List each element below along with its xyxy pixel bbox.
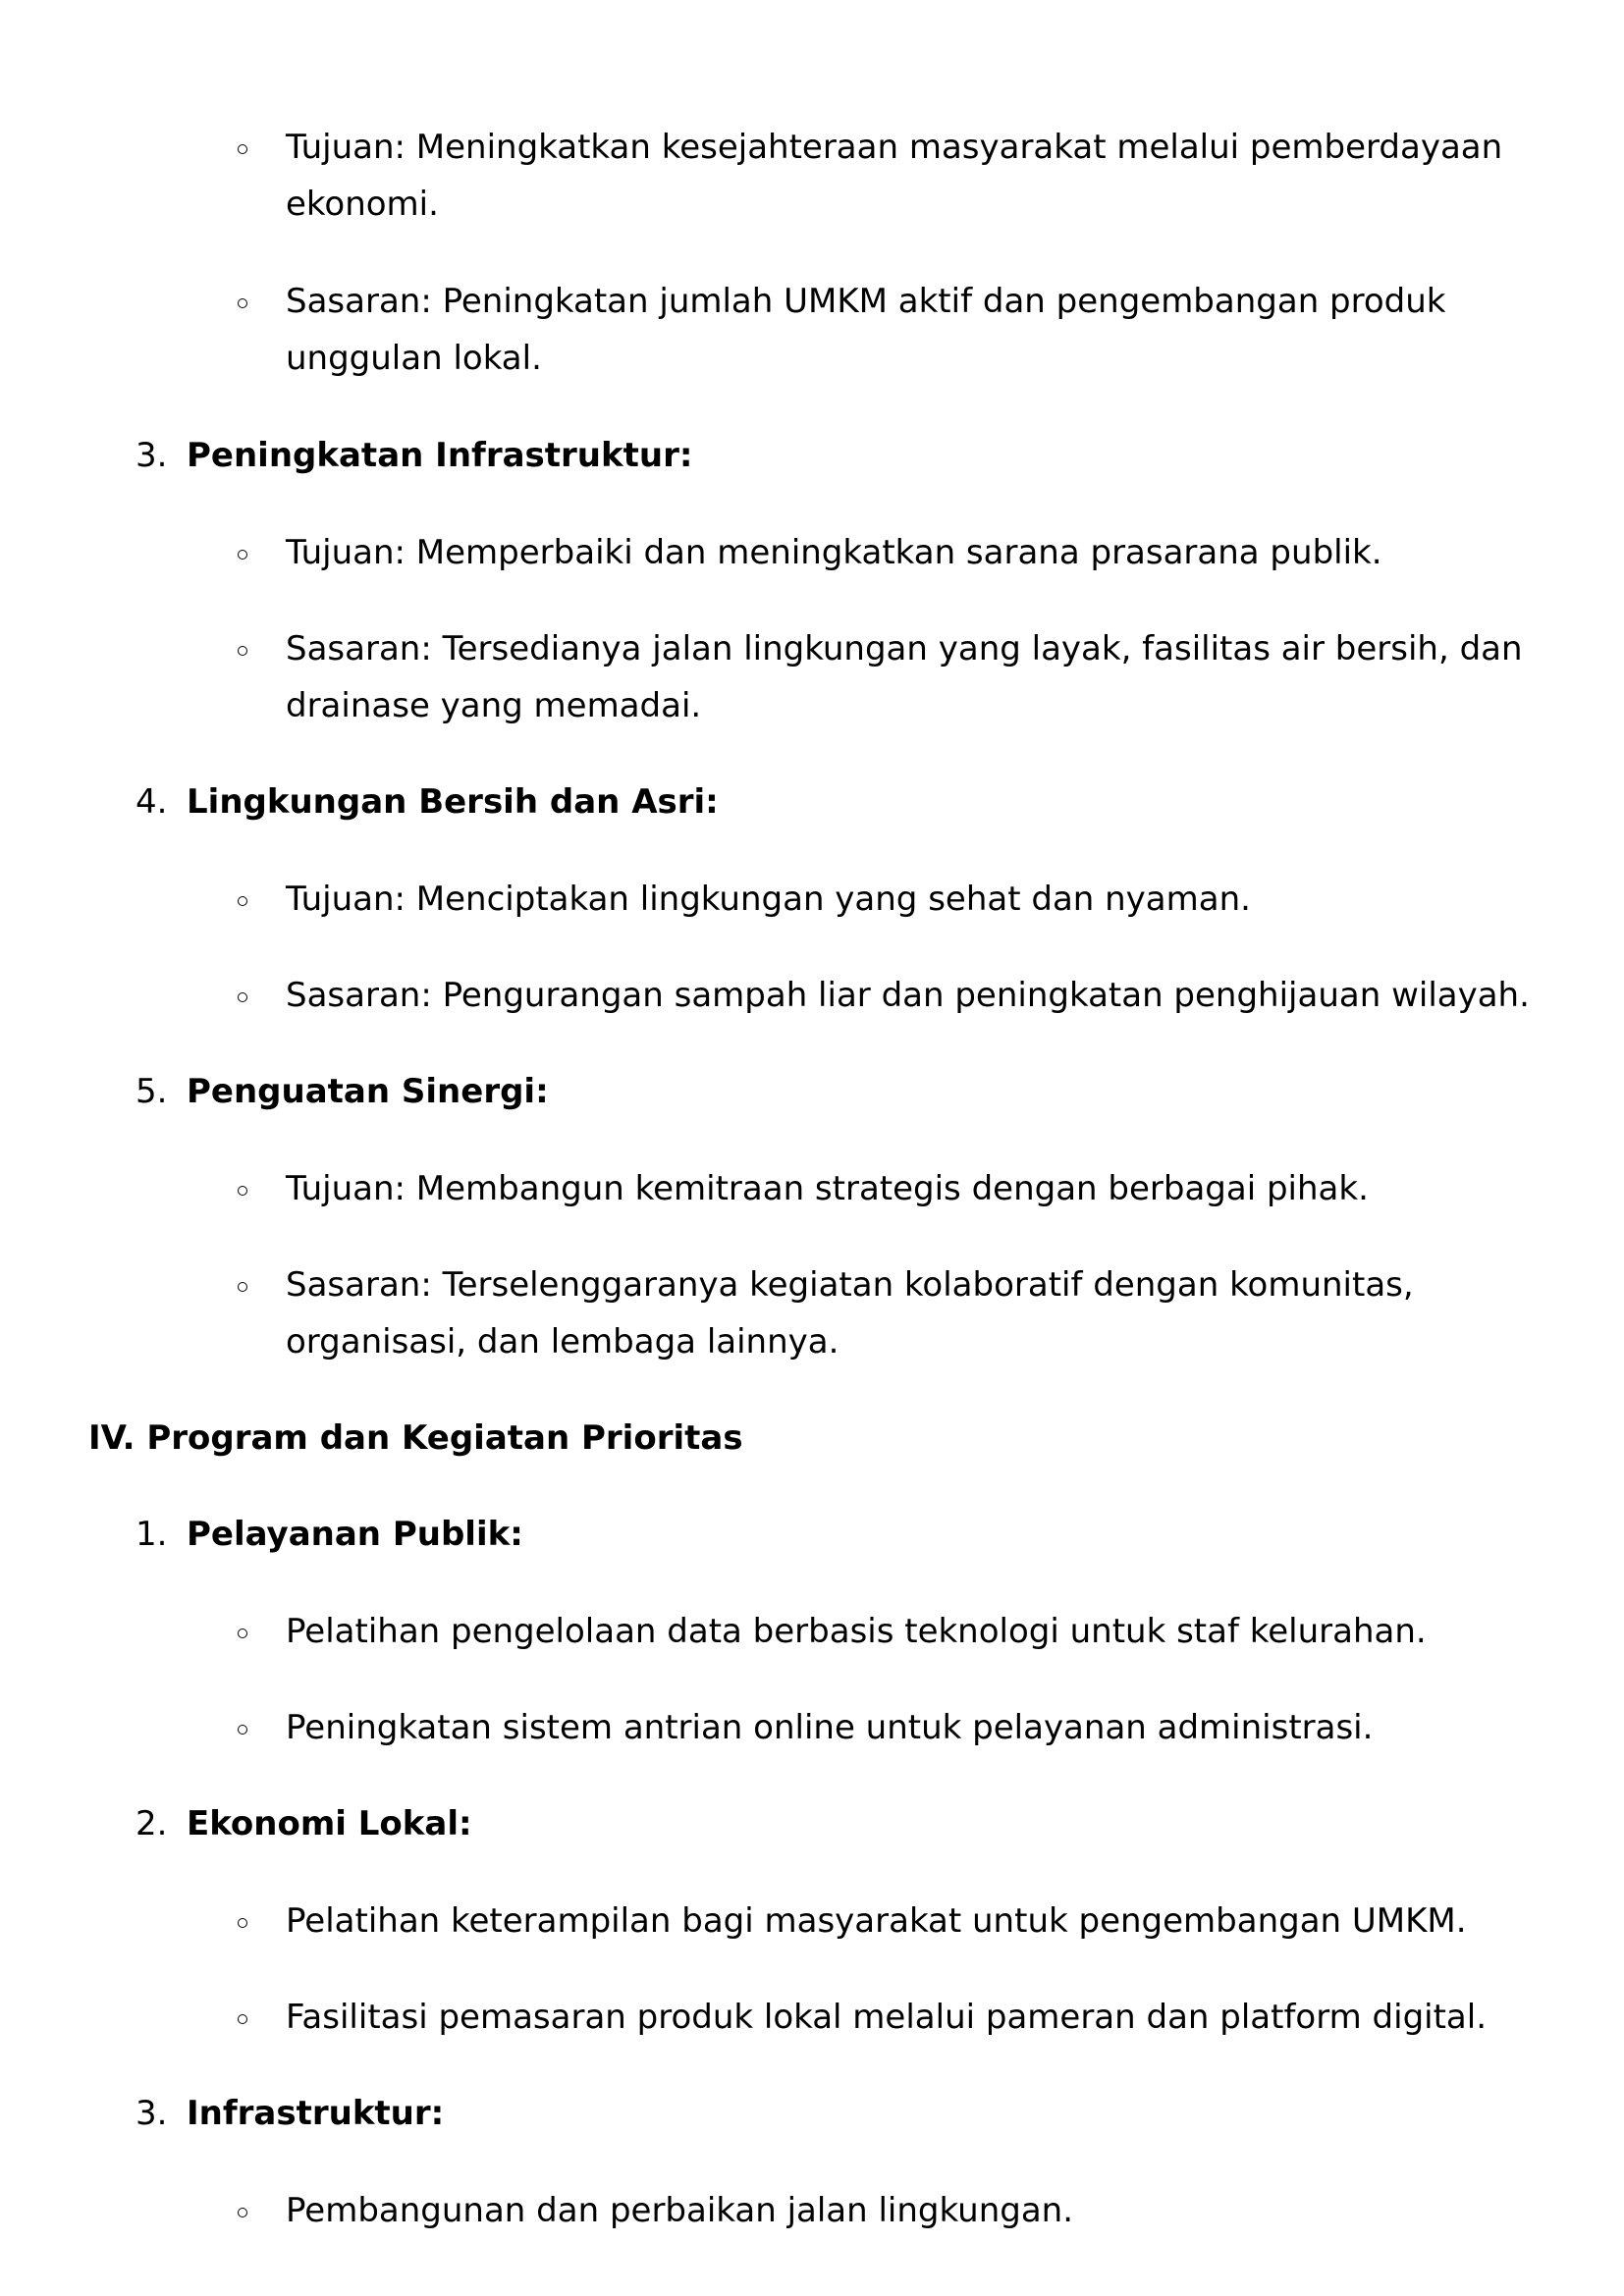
- hollow-bullet-icon: [238, 1918, 247, 1928]
- bullet-text-line: Tujuan: Menciptakan lingkungan yang sehat dan nyaman.: [286, 880, 1251, 919]
- bullet-text-line: Sasaran: Tersedianya jalan lingkungan yang layak, fasilitas air bersih, dan: [286, 629, 1523, 668]
- list-item-title: Pelayanan Publik:: [187, 1515, 523, 1554]
- list-item-title: Ekonomi Lokal:: [187, 1804, 472, 1843]
- list-number: 5.: [135, 1072, 168, 1111]
- hollow-bullet-icon: [238, 1282, 247, 1292]
- list-item-title: Infrastruktur:: [187, 2094, 445, 2133]
- list-item-title: Penguatan Sinergi:: [187, 1072, 549, 1111]
- hollow-bullet-icon: [238, 992, 247, 1002]
- section-heading: IV. Program dan Kegiatan Prioritas: [88, 1418, 743, 1458]
- hollow-bullet-icon: [238, 2208, 247, 2217]
- bullet-text-line: Sasaran: Pengurangan sampah liar dan peningkatan penghijauan wilayah.: [286, 976, 1530, 1015]
- hollow-bullet-icon: [238, 896, 247, 906]
- bullet-text-line: ekonomi.: [286, 185, 439, 224]
- bullet-text-line: Pelatihan keterampilan bagi masyarakat untuk pengembangan UMKM.: [286, 1901, 1467, 1941]
- list-number: 2.: [135, 1804, 168, 1843]
- list-number: 4.: [135, 782, 168, 822]
- list-item-title: Peningkatan Infrastruktur:: [187, 436, 693, 475]
- bullet-text-line: unggulan lokal.: [286, 339, 542, 378]
- bullet-text-line: Pelatihan pengelolaan data berbasis teknologi untuk staf kelurahan.: [286, 1612, 1427, 1651]
- bullet-text-line: Tujuan: Memperbaiki dan meningkatkan sarana prasarana publik.: [286, 533, 1382, 572]
- list-number: 3.: [135, 2094, 168, 2133]
- bullet-text-line: organisasi, dan lembaga lainnya.: [286, 1322, 839, 1362]
- hollow-bullet-icon: [238, 1629, 247, 1638]
- bullet-text-line: Sasaran: Terselenggaranya kegiatan kolaboratif dengan komunitas,: [286, 1265, 1414, 1305]
- hollow-bullet-icon: [238, 1186, 247, 1196]
- list-number: 3.: [135, 436, 168, 475]
- bullet-text-line: Tujuan: Membangun kemitraan strategis dengan berbagai pihak.: [286, 1169, 1369, 1208]
- bullet-text-line: Fasilitasi pemasaran produk lokal melalui pameran dan platform digital.: [286, 1998, 1488, 2037]
- bullet-text-line: Sasaran: Peningkatan jumlah UMKM aktif dan pengembangan produk: [286, 282, 1446, 321]
- hollow-bullet-icon: [238, 298, 247, 308]
- hollow-bullet-icon: [238, 144, 247, 154]
- hollow-bullet-icon: [238, 646, 247, 656]
- list-number: 1.: [135, 1515, 168, 1554]
- hollow-bullet-icon: [238, 550, 247, 560]
- bullet-text-line: Tujuan: Meningkatkan kesejahteraan masyarakat melalui pemberdayaan: [286, 128, 1503, 167]
- hollow-bullet-icon: [238, 1725, 247, 1735]
- bullet-text-line: Pembangunan dan perbaikan jalan lingkungan.: [286, 2191, 1074, 2230]
- list-item-title: Lingkungan Bersih dan Asri:: [187, 782, 719, 822]
- bullet-text-line: drainase yang memadai.: [286, 686, 702, 725]
- bullet-text-line: Peningkatan sistem antrian online untuk pelayanan administrasi.: [286, 1708, 1374, 1747]
- hollow-bullet-icon: [238, 2014, 247, 2024]
